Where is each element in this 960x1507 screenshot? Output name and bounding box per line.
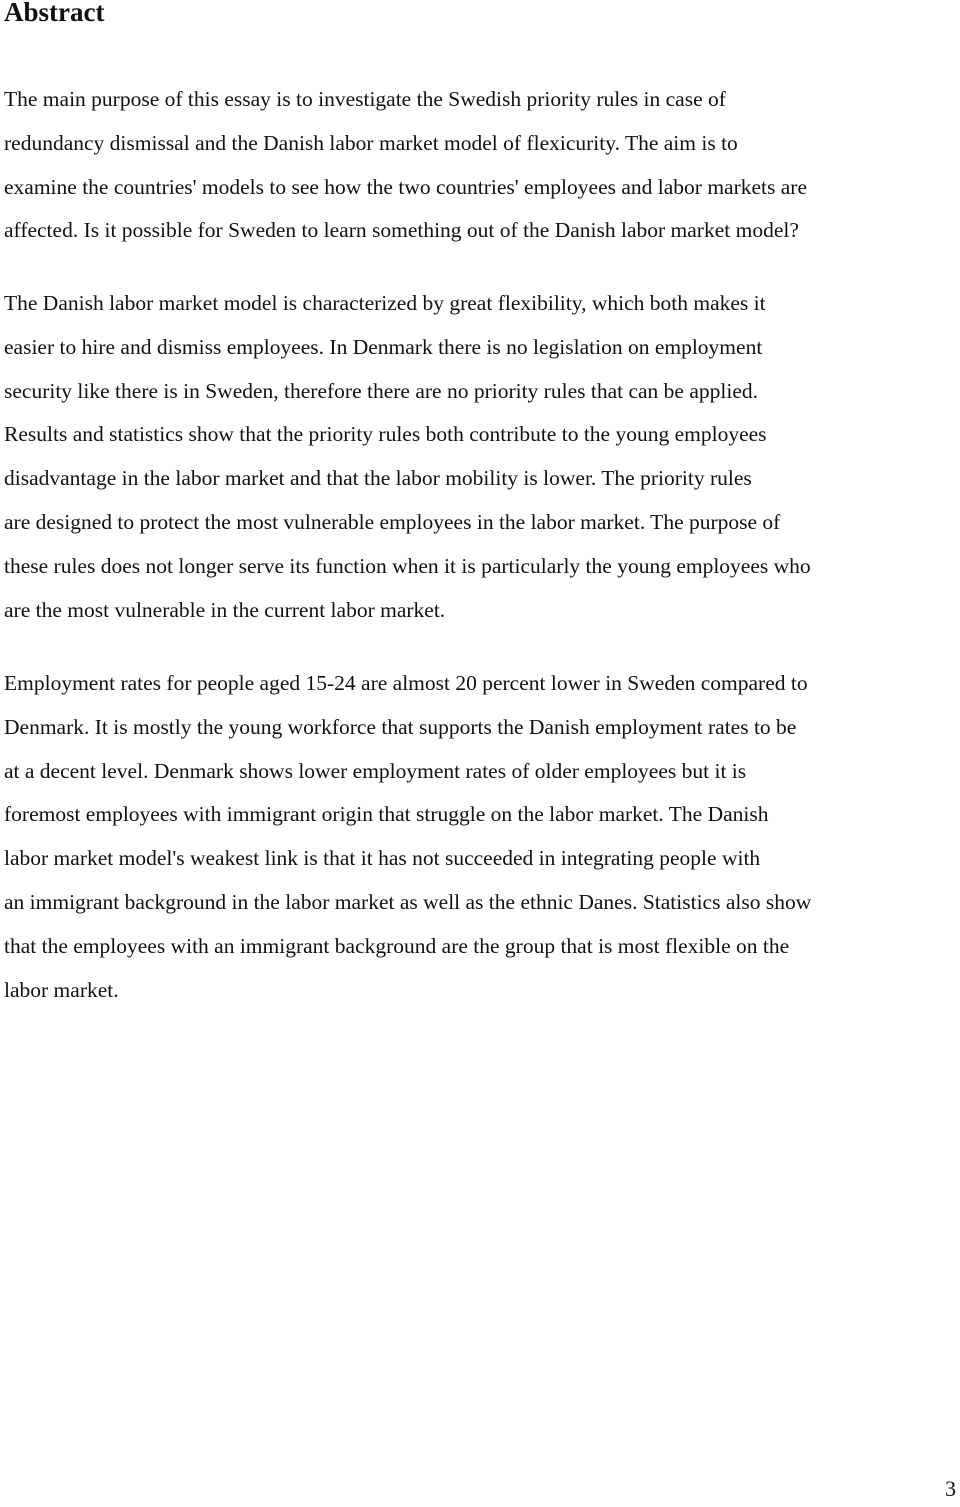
text-line: Denmark. It is mostly the young workforce that supports the Danish employment rates to be bbox=[4, 714, 797, 739]
text-line: labor market model's weakest link is that it has not succeeded in integrating people with bbox=[4, 846, 761, 871]
text-line: redundancy dismissal and the Danish labor market model of flexicurity. The aim is to bbox=[4, 130, 738, 155]
paragraph-danish-model bbox=[4, 282, 959, 632]
text-line: disadvantage in the labor market and that the labor mobility is lower. The priority rules bbox=[4, 466, 752, 491]
text-line: Employment rates for people aged 15-24 are almost 20 percent lower in Sweden compared to bbox=[4, 671, 808, 695]
text-line: foremost employees with immigrant origin that struggle on the labor market. The Danish bbox=[4, 802, 769, 827]
text-line: labor market. bbox=[4, 977, 119, 1002]
abstract-heading: Abstract bbox=[4, 0, 105, 27]
text-line: The Danish labor market model is characterized by great flexibility, which both makes it bbox=[4, 291, 766, 315]
text-line: an immigrant background in the labor market as well as the ethnic Danes. Statistics also show bbox=[4, 889, 812, 914]
text-line: The main purpose of this essay is to investigate the Swedish priority rules in case of bbox=[4, 87, 726, 111]
text-line: Results and statistics show that the priority rules both contribute to the young employees bbox=[4, 422, 767, 447]
text-line: affected. Is it possible for Sweden to learn something out of the Danish labor market model? bbox=[4, 218, 799, 243]
text-line: are the most vulnerable in the current labor market. bbox=[4, 597, 446, 622]
text-line: security like there is in Sweden, therefore there are no priority rules that can be applied. bbox=[4, 378, 759, 403]
paragraph-employment-rates bbox=[4, 662, 959, 1012]
text-line: are designed to protect the most vulnerable employees in the labor market. The purpose of bbox=[4, 509, 781, 534]
text-line: these rules does not longer serve its function when it is particularly the young employees who bbox=[4, 553, 811, 578]
text-line: at a decent level. Denmark shows lower employment rates of older employees but it is bbox=[4, 758, 747, 783]
page-number: 3 bbox=[945, 1476, 956, 1501]
text-line: examine the countries' models to see how the two countries' employees and labor markets are bbox=[4, 174, 807, 199]
text-line: easier to hire and dismiss employees. In Denmark there is no legislation on employment bbox=[4, 334, 763, 359]
text-line: that the employees with an immigrant background are the group that is most flexible on the bbox=[4, 933, 790, 958]
paragraph-purpose bbox=[4, 78, 959, 253]
